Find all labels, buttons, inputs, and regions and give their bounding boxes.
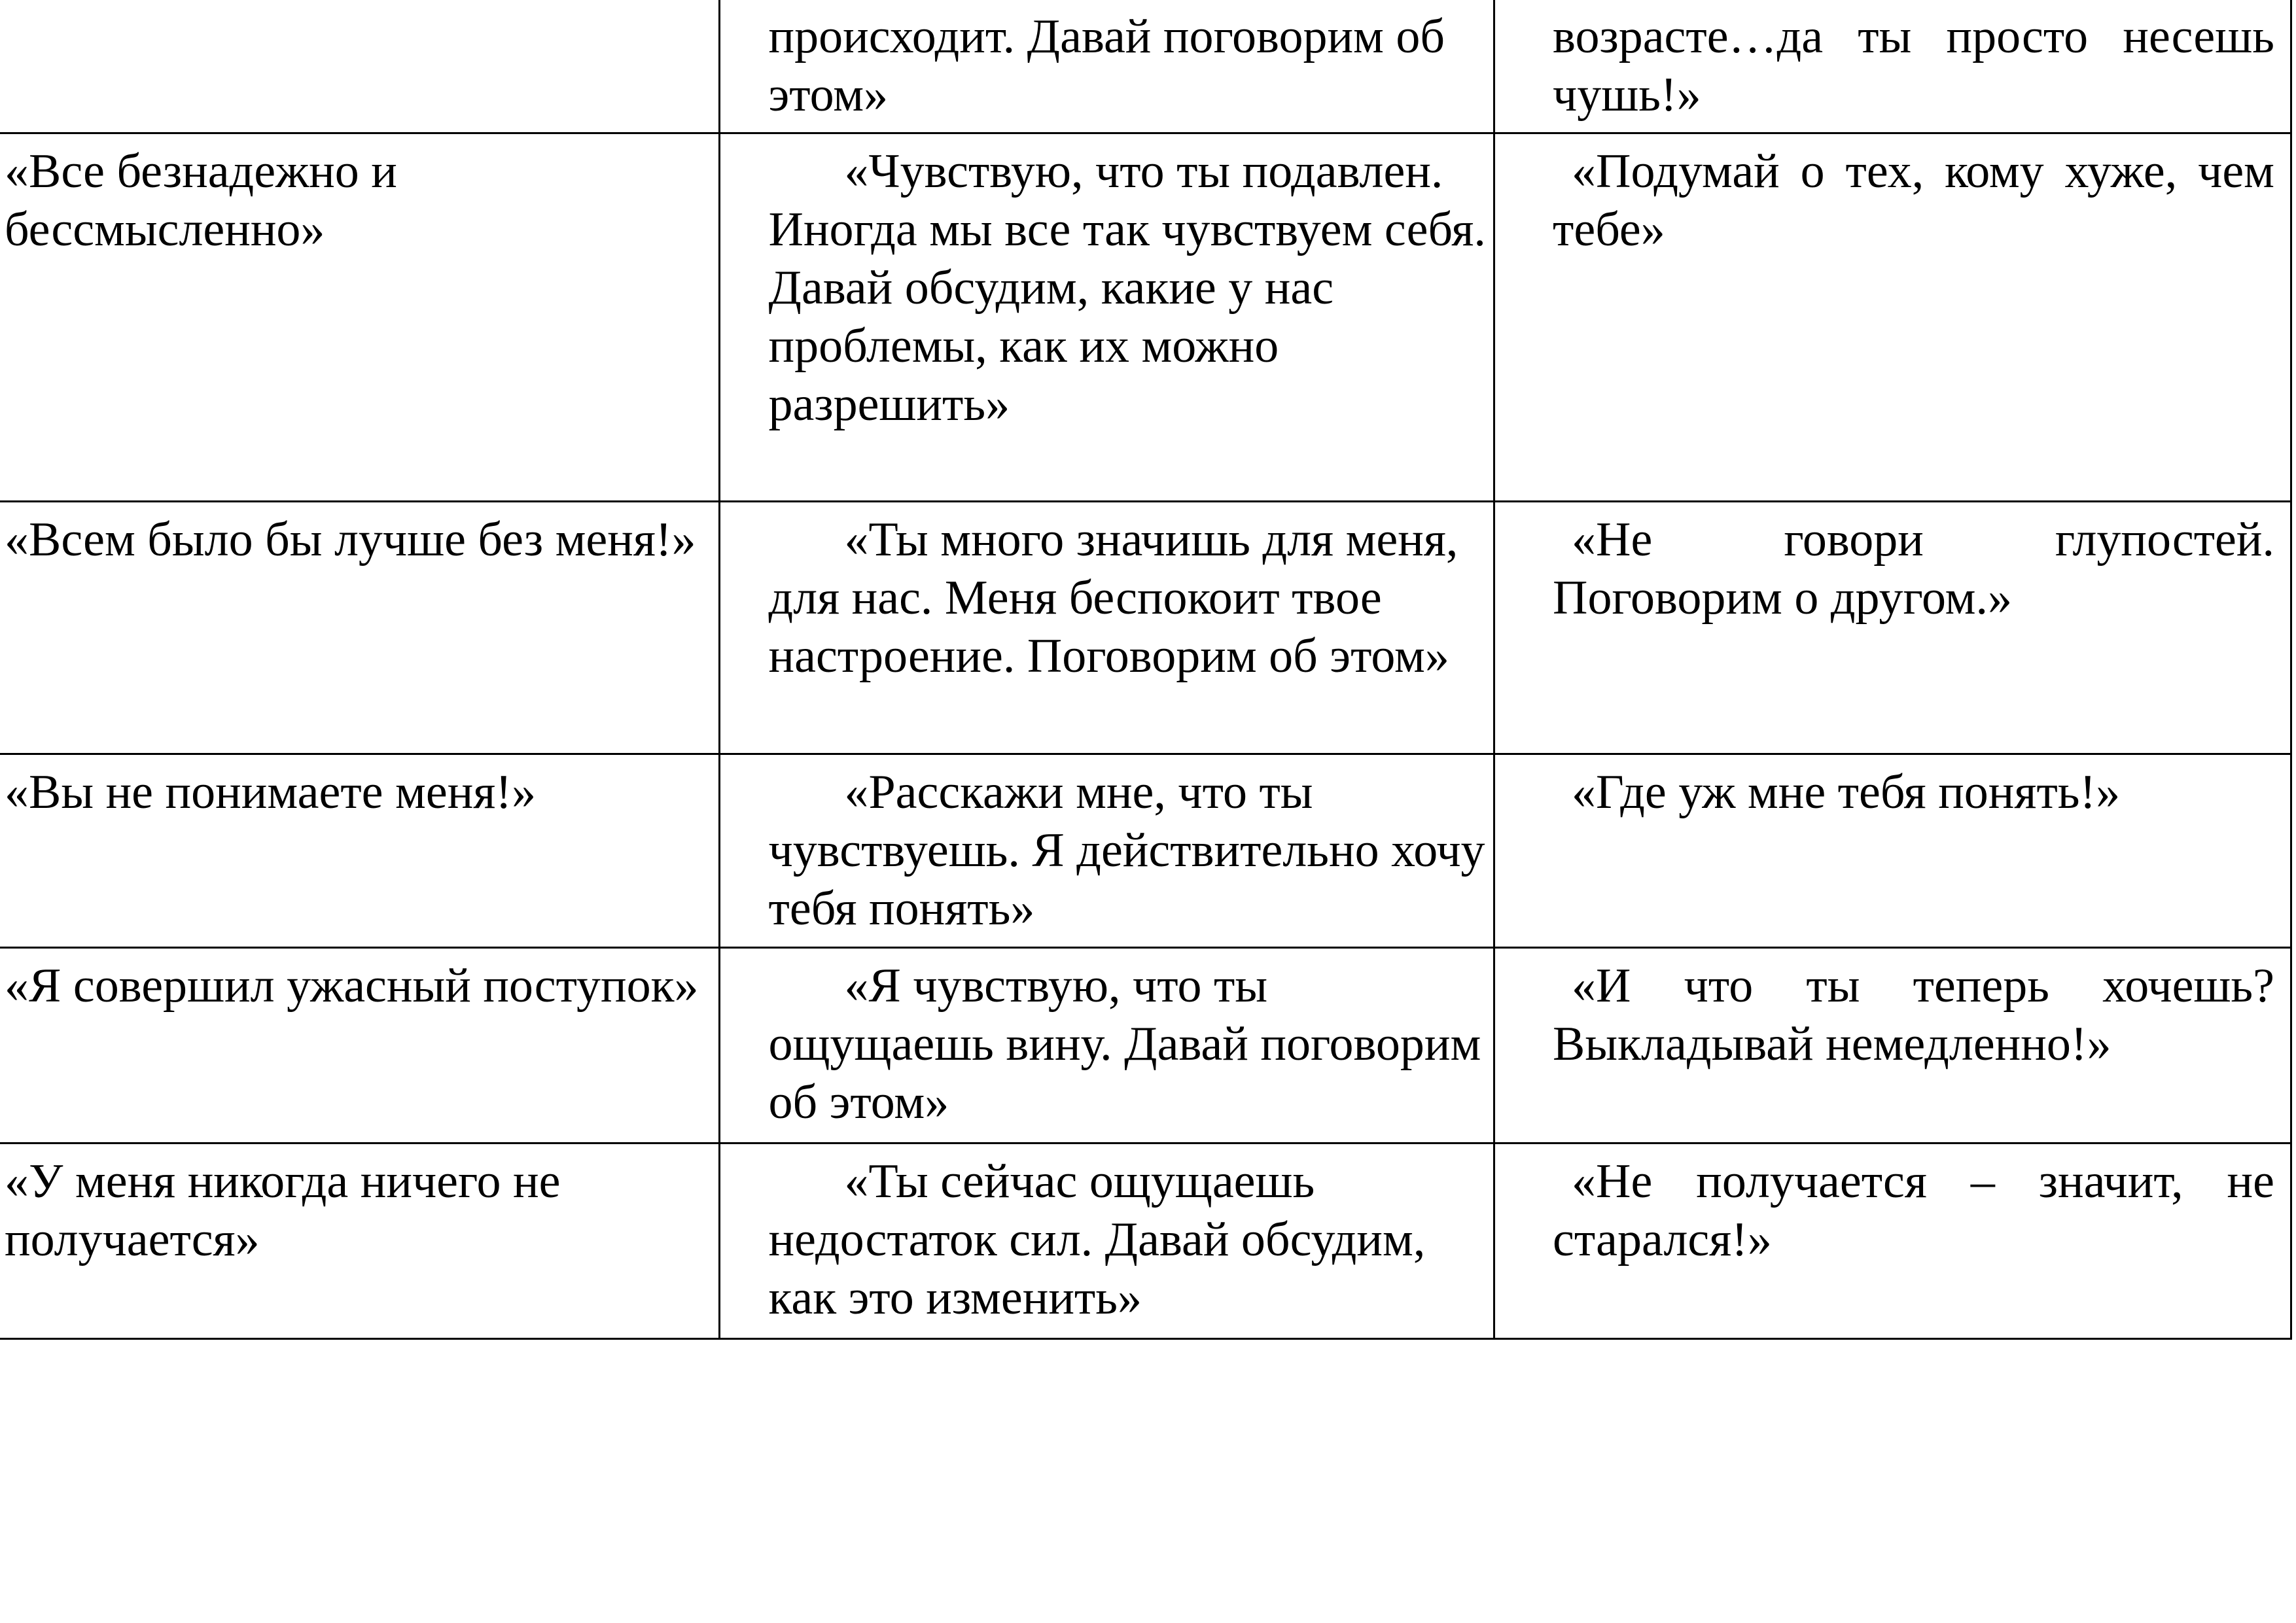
statement-cell bbox=[0, 754, 719, 948]
correct-response-cell bbox=[719, 1143, 1494, 1339]
wrong-response-text: «Не говори глупостей. Поговорим о другом.» bbox=[1553, 513, 2274, 625]
correct-response-cell bbox=[719, 502, 1494, 754]
correct-response-text: «Ты много значишь для меня, для нас. Меня беспокоит твое настроение. Поговорим об этом» bbox=[768, 513, 1458, 683]
wrong-response-cell bbox=[1494, 1143, 2291, 1339]
wrong-response-text: «Подумай о тех, кому хуже, чем тебе» bbox=[1553, 145, 2274, 256]
table-row bbox=[0, 948, 2291, 1143]
statement-cell bbox=[0, 133, 719, 502]
statement-cell bbox=[0, 502, 719, 754]
table-row bbox=[0, 754, 2291, 948]
correct-response-text: «Ты сейчас ощущаешь недостаток сил. Давай обсудим, как это изменить» bbox=[768, 1155, 1426, 1325]
statement-text: «Вы не понимаете меня!» bbox=[5, 765, 536, 819]
wrong-response-text: «И что ты теперь хочешь? Выкладывай немедленно!» bbox=[1553, 959, 2274, 1071]
wrong-response-text: «Где уж мне тебя понять!» bbox=[1572, 765, 2121, 819]
wrong-response-text: возрасте…да ты просто несешь чушь!» bbox=[1553, 10, 2274, 122]
correct-response-text: «Чувствую, что ты подавлен. Иногда мы все так чувствуем себя. Давай обсудим, какие у нас проблемы, как их можно разрешить» bbox=[768, 145, 1486, 431]
correct-response-text: «Я чувствую, что ты ощущаешь вину. Давай поговорим об этом» bbox=[768, 959, 1481, 1129]
statement-text: «Я совершил ужасный поступок» bbox=[5, 959, 699, 1013]
correct-response-cell bbox=[719, 133, 1494, 502]
correct-response-text: «Расскажи мне, что ты чувствуешь. Я действительно хочу тебя понять» bbox=[768, 765, 1485, 935]
wrong-response-cell bbox=[1494, 502, 2291, 754]
table-row bbox=[0, 133, 2291, 502]
statement-cell bbox=[0, 948, 719, 1143]
table-row bbox=[0, 502, 2291, 754]
statement-text: «Всем было бы лучше без меня!» bbox=[5, 513, 696, 567]
statement-text: «У меня никогда ничего не получается» bbox=[5, 1155, 561, 1266]
table-row bbox=[0, 1143, 2291, 1339]
wrong-response-cell bbox=[1494, 754, 2291, 948]
wrong-response-text: «Не получается – значит, не старался!» bbox=[1553, 1155, 2274, 1266]
wrong-response-cell bbox=[1494, 948, 2291, 1143]
correct-response-text: происходит. Давай поговорим об этом» bbox=[768, 10, 1445, 122]
correct-response-cell bbox=[719, 0, 1494, 133]
correct-response-cell bbox=[719, 948, 1494, 1143]
table-row bbox=[0, 0, 2291, 133]
statement-text: «Все безнадежно и бессмысленно» bbox=[5, 145, 397, 256]
wrong-response-cell bbox=[1494, 0, 2291, 133]
correct-response-cell bbox=[719, 754, 1494, 948]
statement-cell bbox=[0, 0, 719, 133]
wrong-response-cell bbox=[1494, 133, 2291, 502]
statement-cell bbox=[0, 1143, 719, 1339]
